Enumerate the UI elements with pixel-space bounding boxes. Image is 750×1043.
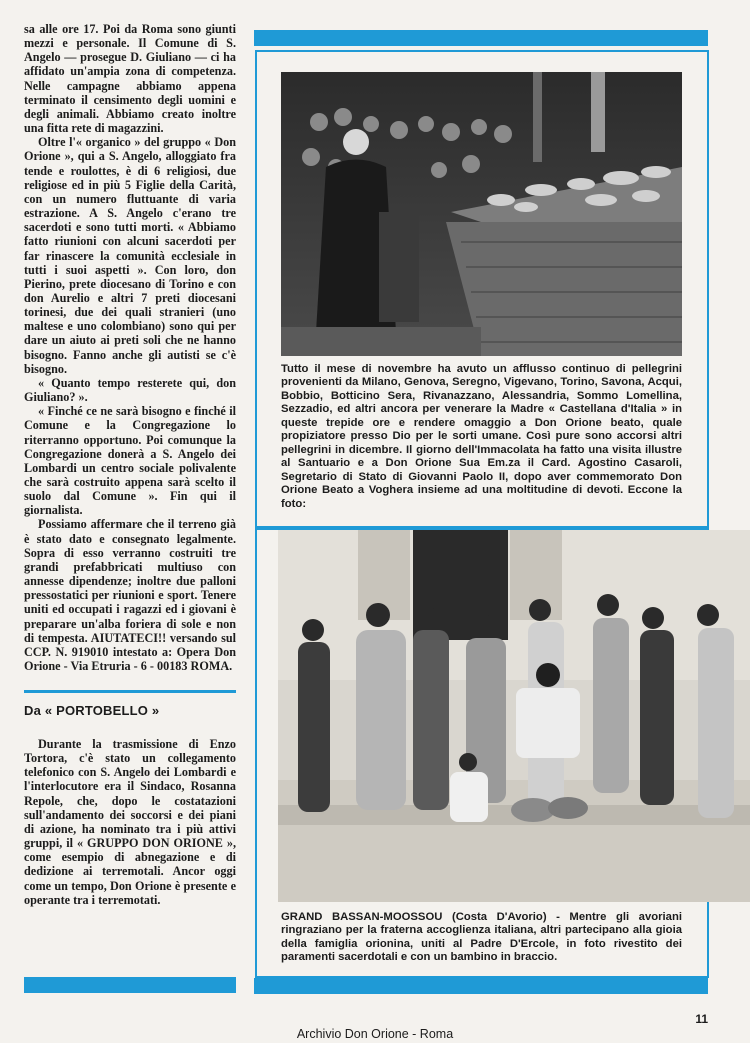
- article-paragraph: sa alle ore 17. Poi da Roma sono giunti mezzi e personale. Il Comune di S. Angelo — prosegue D. Giuliano — ci ha affidato un'ampia zona di competenza. Nelle campagne abbiamo appena terminato il censimento degli uomini e degli animali. Abbiamo creato inoltre una fitta rete di magazzini.: [24, 22, 236, 136]
- photo-caption-bottom: GRAND BASSAN-MOOSSOU (Costa D'Avorio) - Mentre gli avoriani ringraziano per la fraterna accoglienza italiana, altri partecipano alla gioia della famiglia orionina, uniti al Padre D'Ercole, in foto rivestito dei paramenti sacerdotali e con un bambino in braccio.: [281, 911, 682, 964]
- photo-cardinal-sanctuary: [281, 72, 682, 356]
- article-paragraph: Durante la trasmissione di Enzo Tortora, c'è stato un collegamento telefonico con S. Angelo dei Lombardi e l'interlocutore era il Sindaco, Rosanna Repole, che, dopo le costatazioni sull'andamento dei soccorsi e dei piani di azione, ha nominato tra i più attivi gruppi, il « GRUPPO DON ORIONE », come esempio di abnegazione e di dedizione ai terremotali. Ancor oggi come un tempo, Don Orione è presente e operante tra i terremotati.: [24, 737, 236, 907]
- bottom-right-bar: [254, 978, 708, 994]
- article-paragraph: Possiamo affermare che il terreno già è stato dato e consegnato legalmente. Sopra di esso verranno costruiti tre grandi prefabbricati multiuso con annesse dipendenze; inoltre due palloni pressostatici per riunioni e sport. Tenere uniti ed occupati i ragazzi ed i giovani è preparare un'alba foriera di sole e non di tempesta. AIUTATECI!! versando sul CCP. N. 919010 intestato a: Opera Don Orione - Via Etruria - 6 - 00183 ROMA.: [24, 517, 236, 674]
- photo-ivory-coast-group: [278, 530, 750, 902]
- article-column-left: [24, 22, 236, 673]
- top-bar: [254, 30, 708, 46]
- article-paragraph: « Quanto tempo resterete qui, don Giuliano? ».: [24, 375, 236, 405]
- photo-caption-top: Tutto il mese di novembre ha avuto un afflusso continuo di pellegrini provenienti da Milano, Genova, Seregno, Vigevano, Torino, Savona, Acqui, Bobbio, Botticino Sera, Rivanazzano, Alessandria, Sommo Lomellina, Sezzadio, ed altri ancora per venerare la Madre « Castellana d'Italia » in queste trepide ore e rendere omaggio a Don Orione beato, quale propiziatore presso Dio per le sorti umane. Così pure sono accorsi altri pellegrini in dicembre. Il giorno dell'Immacolata ha fatto una visita illustre al Santuario e a Don Orione Sua Em.za il Card. Agostino Casaroli, Segretario di Stato di Giovanni Paolo II, dopo aver commemorato Don Orione Beato a Voghera insieme ad una moltitudine di devoti. Eccone la foto:: [281, 363, 682, 510]
- section-rule: [24, 690, 236, 693]
- photo-cardinal-graphic: [281, 72, 682, 356]
- bottom-left-bar: [24, 977, 236, 993]
- photo-group-graphic: [278, 530, 750, 902]
- section-heading: Da « PORTOBELLO »: [24, 703, 160, 718]
- article-paragraph: Oltre l'« organico » del gruppo « Don Orione », qui a S. Angelo, alloggiato fra tende e roulottes, è di 6 religiosi, due religiose ed in più 5 Figlie della Carità, con un numero fluttuante di varia estrazione. A S. Angelo c'erano tre sacerdoti e sono tutti morti. « Abbiamo fatto riunioni con alcuni sacerdoti per far rinascere la comunità ecclesiale in tutti i suoi aspetti ». Con loro, don Pierino, prete diocesano di Torino e con don Aurelio e altri 7 preti diocesani torinesi, due dei quali stranieri (uno maltese e uno colombiano) sono qui per dare un aiuto ai preti soli che ne hanno bisogno. Fanno anche gli autisti se c'è bisogno.: [24, 135, 236, 376]
- page-number: 11: [695, 1012, 708, 1026]
- archive-footer: Archivio Don Orione - Roma: [296, 1027, 454, 1041]
- article-paragraph: « Finché ce ne sarà bisogno e finché il Comune e la Congregazione lo riterranno opportuno. Poi comunque la Congregazione donerà a S. Angelo dei Lombardi un centro sociale polivalente che sarà costruito appena sarà scelto il suolo dal Comune ». Fin qui il giornalista.: [24, 404, 236, 518]
- article-column-left-lower: [24, 737, 236, 907]
